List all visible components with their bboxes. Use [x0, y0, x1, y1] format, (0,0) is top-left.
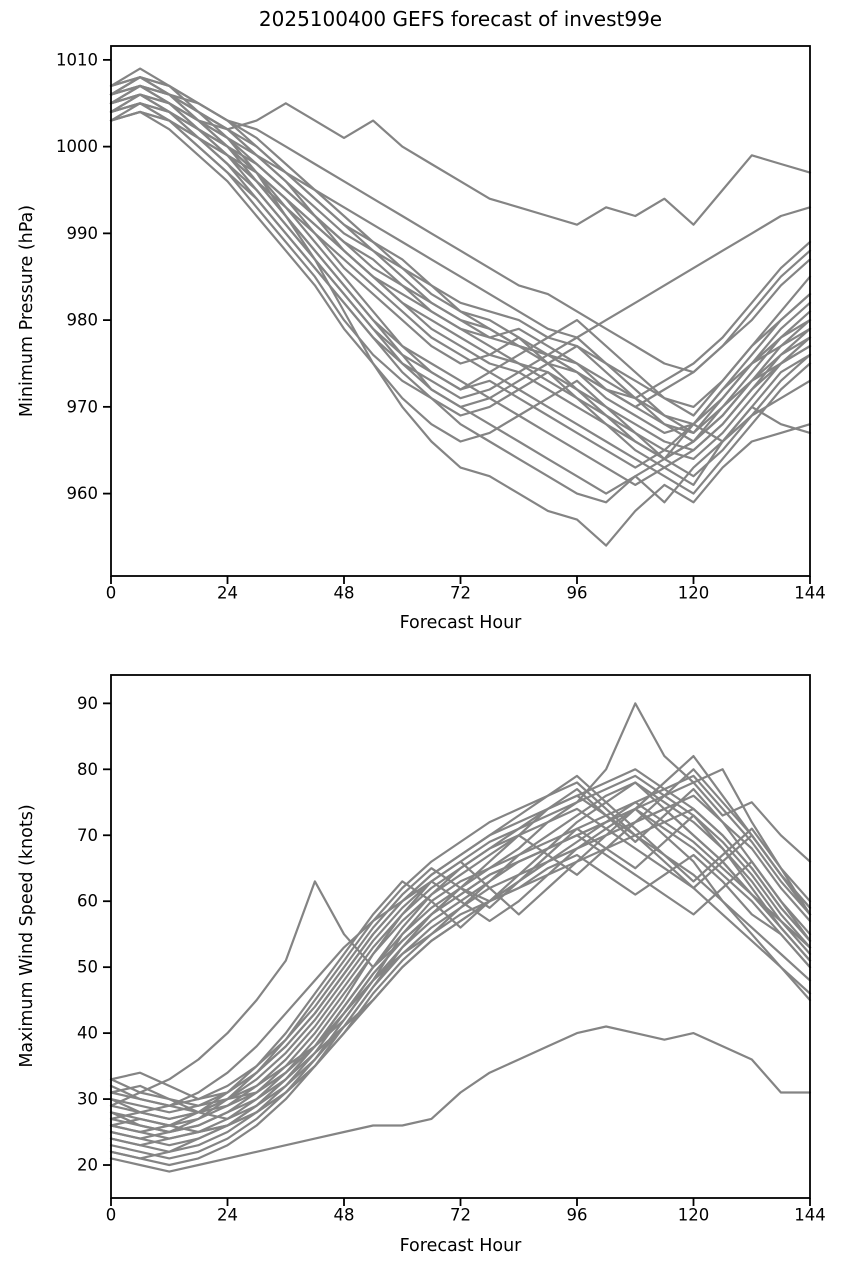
y-tick-label: 70	[77, 825, 98, 845]
x-tick-label: 72	[450, 583, 471, 603]
wind-y-axis-label: Maximum Wind Speed (knots)	[17, 804, 37, 1068]
y-tick-label: 50	[77, 957, 98, 977]
y-tick-label: 1010	[56, 50, 98, 70]
x-tick-label: 96	[566, 1205, 588, 1225]
ensemble-member-line	[111, 703, 810, 1119]
ensemble-member-line	[111, 776, 810, 1119]
x-tick-label: 24	[217, 583, 238, 603]
y-tick-label: 20	[77, 1155, 98, 1175]
ensemble-member-line	[111, 103, 810, 459]
ensemble-member-line	[111, 783, 810, 1139]
ensemble-member-line	[111, 783, 810, 1139]
ensemble-member-line	[111, 809, 810, 1132]
ensemble-member-line	[111, 789, 810, 1119]
y-tick-label: 1000	[56, 137, 98, 157]
ensemble-member-line	[111, 77, 810, 337]
y-tick-label: 40	[77, 1023, 98, 1043]
wind-x-axis-label: Forecast Hour	[399, 1236, 522, 1256]
x-tick-label: 144	[794, 1205, 826, 1225]
y-tick-label: 60	[77, 891, 98, 911]
x-tick-label: 48	[333, 1205, 355, 1225]
ensemble-member-line	[111, 769, 810, 1125]
ensemble-member-line	[111, 809, 810, 1132]
x-tick-label: 0	[105, 583, 117, 603]
x-tick-label: 120	[677, 1205, 710, 1225]
x-tick-label: 144	[794, 583, 826, 603]
ensemble-member-line	[111, 86, 810, 407]
maximum-wind-speed-chart	[77, 675, 826, 1225]
y-tick-label: 90	[77, 693, 98, 713]
y-tick-label: 970	[66, 397, 98, 417]
minimum-pressure-chart	[56, 46, 826, 603]
y-tick-label: 960	[66, 484, 98, 504]
x-tick-label: 24	[217, 1205, 238, 1225]
y-tick-label: 980	[66, 310, 98, 330]
x-tick-label: 96	[566, 583, 588, 603]
x-tick-label: 0	[105, 1205, 117, 1225]
x-tick-label: 72	[450, 1205, 471, 1225]
y-tick-label: 990	[66, 223, 98, 243]
pressure-x-axis-label: Forecast Hour	[399, 613, 522, 633]
x-tick-label: 120	[677, 583, 710, 603]
y-tick-label: 80	[77, 759, 98, 779]
ensemble-member-line	[111, 756, 810, 1119]
axes-spines	[111, 675, 810, 1198]
ensemble-member-line	[111, 802, 810, 1105]
figure-title: 2025100400 GEFS forecast of invest99e	[258, 7, 663, 31]
y-tick-label: 30	[77, 1089, 98, 1109]
ensemble-member-line	[111, 776, 810, 1099]
pressure-y-axis-label: Minimum Pressure (hPa)	[17, 204, 37, 418]
x-tick-label: 48	[333, 583, 355, 603]
